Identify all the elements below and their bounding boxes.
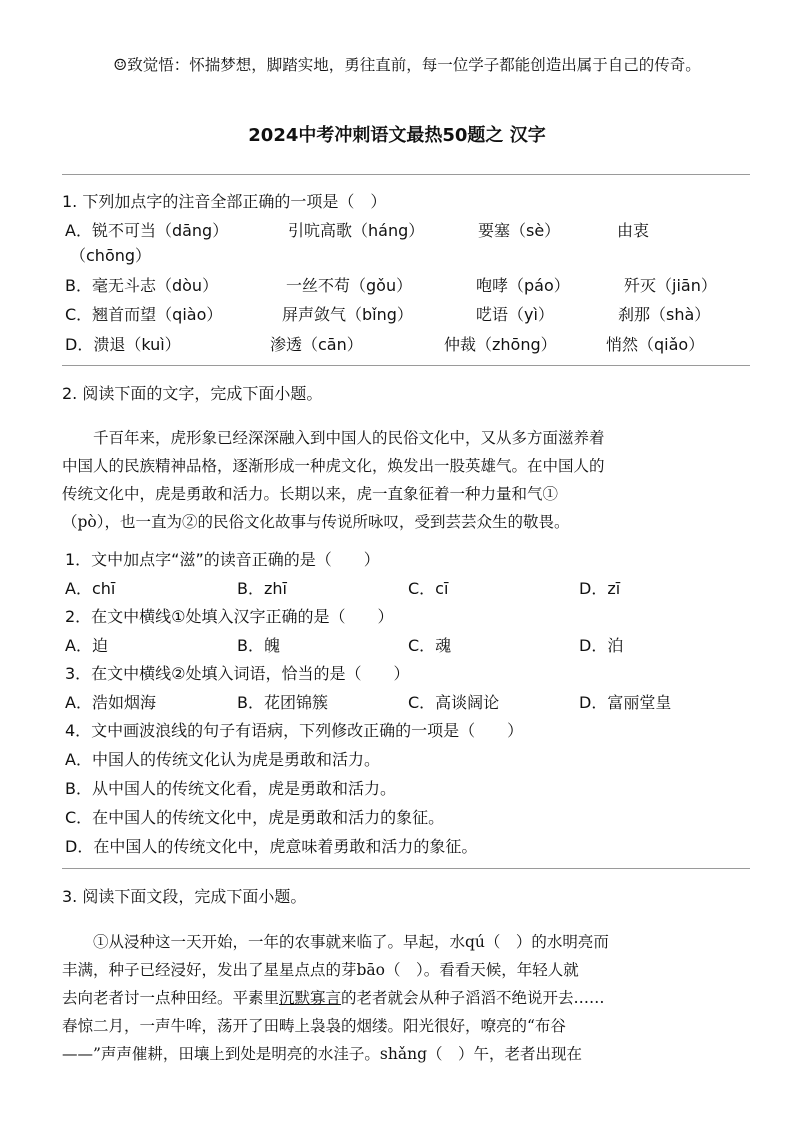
q2-sub1-stem: 1．文中加点字“滋”的读音正确的是（ ） — [65, 550, 380, 569]
q1-option-d-3: 仲裁（zhōng） — [444, 335, 557, 354]
q1-option-b-2: 一丝不苟（gǒu） — [286, 276, 413, 295]
question-1-stem: 1. 下列加点字的注音全部正确的一项是（ ） — [62, 192, 387, 211]
passage-line: ①从浸种这一天开始，一年的农事就来临了。早起，水qú（ ）的水明亮而 — [93, 933, 609, 951]
q1-option-c-2: 屏声敛气（bǐng） — [282, 305, 413, 324]
q2-sub3-option-c: C．高谈阔论 — [408, 693, 500, 712]
q1-option-a-1: A．锐不可当（dāng） — [65, 221, 229, 240]
q2-sub3-option-d: D．富丽堂皇 — [579, 693, 672, 712]
q2-sub2-stem: 2．在文中横线①处填入汉字正确的是（ ） — [65, 607, 394, 626]
passage-line — [62, 984, 752, 1012]
question-3-passage — [62, 928, 752, 1068]
q2-sub2-option-a: A．迫 — [65, 636, 108, 655]
q2-sub4-option-c: C．在中国人的传统文化中，虎是勇敢和活力的象征。 — [65, 808, 445, 827]
question-2-passage — [62, 424, 752, 536]
q1-option-b-1: B．毫无斗志（dòu） — [65, 276, 219, 295]
passage-line: 中国人的民族精神品格，逐渐形成一种虎文化，焕发出一股英雄气。在中国人的 — [62, 457, 605, 475]
q2-sub4-stem: 4．文中画波浪线的句子有语病，下列修改正确的一项是（ ） — [65, 721, 524, 740]
q2-sub4-option-b: B．从中国人的传统文化看，虎是勇敢和活力。 — [65, 779, 396, 798]
q1-option-b-3: 咆哮（páo） — [476, 276, 570, 295]
q2-sub3-stem: 3．在文中横线②处填入词语，恰当的是（ ） — [65, 664, 410, 683]
q2-sub2-option-c: C．魂 — [408, 636, 452, 655]
q1-option-c-4: 刹那（shà） — [618, 305, 711, 324]
passage-line: （pò），也一直为②的民俗文化故事与传说所咏叹，受到芸芸众生的敬畏。 — [62, 513, 570, 531]
passage-text: 的老者就会从种子滔滔不绝说开去…… — [341, 989, 605, 1007]
q2-sub1-option-c: C．cī — [408, 579, 449, 598]
q2-sub1-option-a: A．chī — [65, 579, 116, 598]
q1-option-b-4: 歼灭（jiān） — [624, 276, 717, 295]
q1-option-a-wrap: （chōng） — [70, 246, 152, 265]
question-2-stem: 2. 阅读下面的文字，完成下面小题。 — [62, 384, 323, 403]
passage-text: 去向老者讨一点种田经。平素里 — [62, 989, 280, 1007]
passage-line: 春惊二月，一声牛哞，荡开了田畴上袅袅的烟缕。阳光很好，嘹亮的“布谷 — [62, 1017, 566, 1035]
passage-line: ——”声声催耕，田壤上到处是明亮的水洼子。shǎng（ ）午，老者出现在 — [62, 1045, 583, 1063]
divider — [62, 174, 750, 175]
page-title: 2024中考冲刺语文最热50题之 汉字 — [248, 125, 546, 146]
q2-sub4-option-a: A．中国人的传统文化认为虎是勇敢和活力。 — [65, 750, 380, 769]
q2-sub3-option-b: B．花团锦簇 — [237, 693, 328, 712]
passage-line: 传统文化中，虎是勇敢和活力。长期以来，虎一直象征着一种力量和气① — [62, 485, 559, 503]
underlined-phrase: 沉默寡言 — [279, 989, 342, 1007]
q1-option-a-3: 要塞（sè） — [478, 221, 561, 240]
passage-line: 千百年来，虎形象已经深深融入到中国人的民俗文化中，又从多方面滋养着 — [93, 429, 605, 447]
passage-line: 丰满，种子已经浸好，发出了星星点点的芽bāo（ ）。看看天候，年轻人就 — [62, 961, 579, 979]
q1-option-d-2: 渗透（cān） — [270, 335, 363, 354]
q1-option-c-3: 呓语（yì） — [476, 305, 554, 324]
q1-option-a-2: 引吭高歌（háng） — [288, 221, 425, 240]
q2-sub4-option-d: D．在中国人的传统文化中，虎意味着勇敢和活力的象征。 — [65, 837, 478, 856]
q1-option-d-4: 悄然（qiǎo） — [606, 335, 705, 354]
question-3-stem: 3. 阅读下面文段，完成下面小题。 — [62, 887, 307, 906]
q2-sub2-option-b: B．魄 — [237, 636, 280, 655]
q1-option-c-1: C．翘首而望（qiào） — [65, 305, 223, 324]
motto: ☺致觉悟：怀揣梦想，脚踏实地，勇往直前，每一位学子都能创造出属于自己的传奇。 — [113, 56, 701, 74]
q2-sub1-option-d: D．zī — [579, 579, 621, 598]
divider — [62, 365, 750, 366]
q2-sub3-option-a: A．浩如烟海 — [65, 693, 156, 712]
q1-option-d-1: D．溃退（kuì） — [65, 335, 181, 354]
divider — [62, 868, 750, 869]
q2-sub1-option-b: B．zhī — [237, 579, 287, 598]
q2-sub2-option-d: D．泊 — [579, 636, 624, 655]
q1-option-a-4: 由衷 — [617, 221, 650, 240]
